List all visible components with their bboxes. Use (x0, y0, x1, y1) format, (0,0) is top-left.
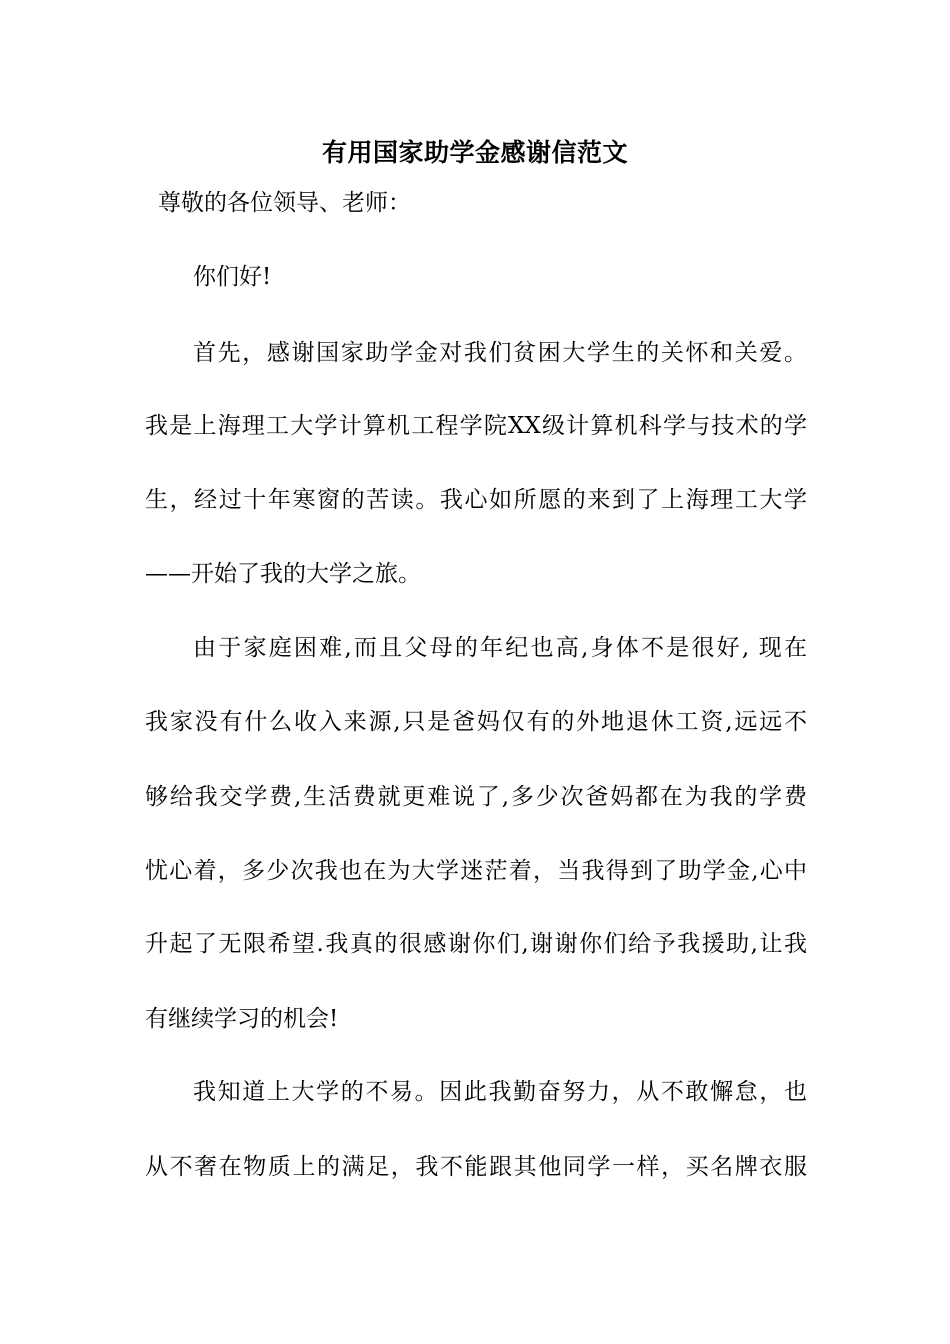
paragraph-line: 升起了无限希望.我真的很感谢你们,谢谢你们给予我援助,让我 (145, 931, 807, 957)
paragraph-line: 我是上海理工大学计算机工程学院XX级计算机科学与技术的学 (145, 413, 807, 439)
greeting-line: 你们好! (193, 264, 272, 290)
paragraph-line: 够给我交学费,生活费就更难说了,多少次爸妈都在为我的学费 (145, 784, 807, 810)
salutation: 尊敬的各位领导、老师： (158, 190, 411, 216)
paragraph-line: ——开始了我的大学之旅。 (145, 561, 421, 587)
paragraph-line: 我家没有什么收入来源,只是爸妈仅有的外地退休工资,远远不 (145, 709, 807, 735)
document-title: 有用国家助学金感谢信范文 (321, 138, 628, 167)
paragraph-line: 我知道上大学的不易。因此我勤奋努力，从不敢懈怠，也 (193, 1079, 807, 1105)
paragraph-line: 生，经过十年寒窗的苦读。我心如所愿的来到了上海理工大学 (145, 487, 807, 513)
paragraph-line: 由于家庭困难,而且父母的年纪也高,身体不是很好, 现在 (193, 635, 807, 661)
paragraph-line: 忧心着，多少次我也在为大学迷茫着，当我得到了助学金,心中 (145, 858, 807, 884)
paragraph-line: 从不奢在物质上的满足，我不能跟其他同学一样，买名牌衣服 (145, 1154, 807, 1180)
paragraph-line: 首先，感谢国家助学金对我们贫困大学生的关怀和关爱。 (193, 340, 807, 366)
paragraph-line: 有继续学习的机会! (145, 1006, 339, 1032)
